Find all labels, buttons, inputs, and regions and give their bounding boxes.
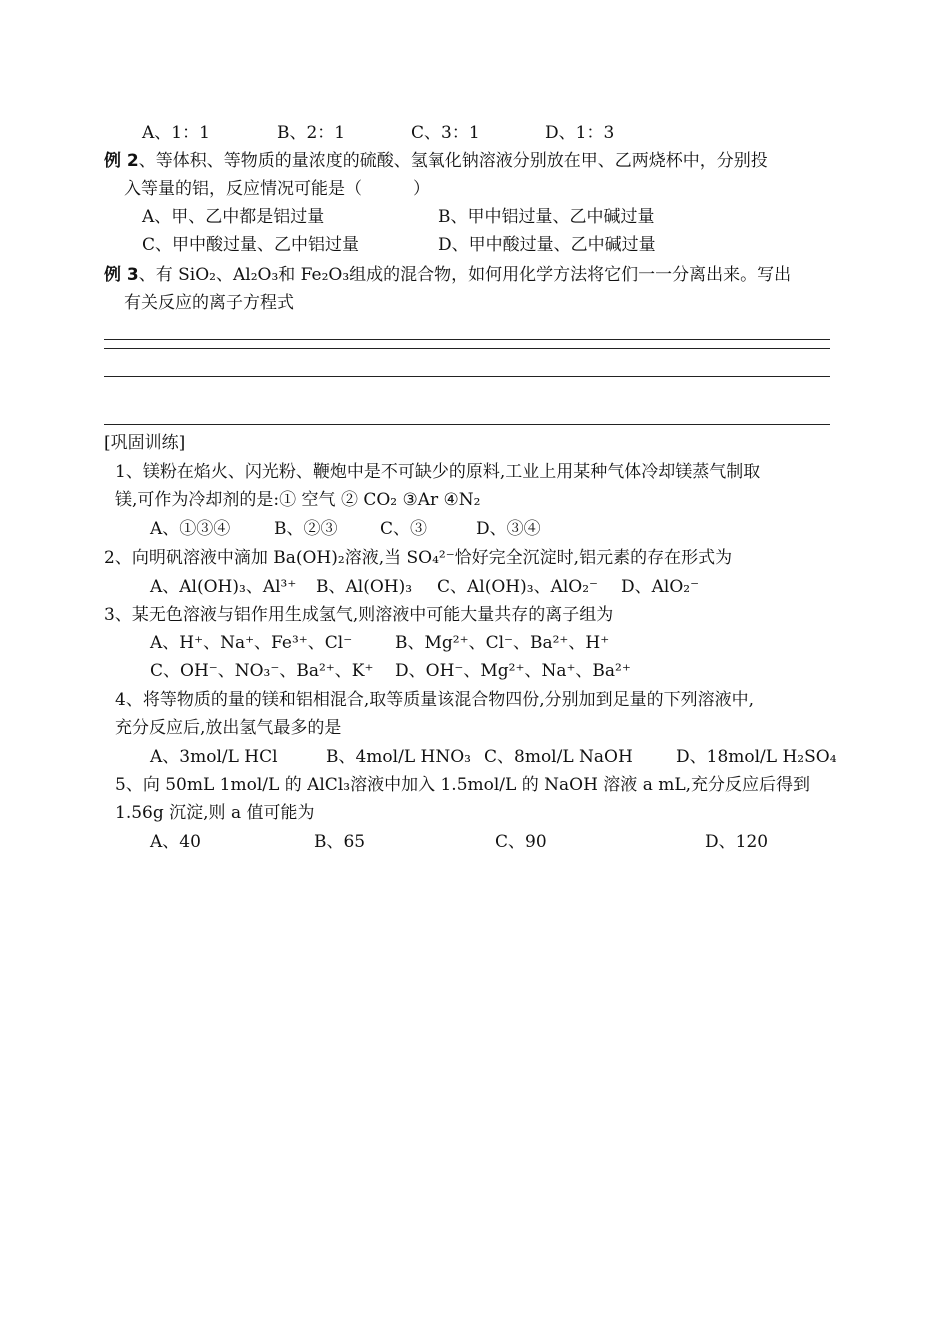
q1-option-a: A、①③④ xyxy=(150,519,231,539)
practice-title: [巩固训练] xyxy=(104,433,186,453)
q4-option-c: C、8mol/L NaOH xyxy=(484,747,633,767)
ex3-stem-line1 xyxy=(104,264,791,286)
q2-stem: 2、向明矾溶液中滴加 Ba(OH)₂溶液,当 SO₄²⁻恰好完全沉淀时,铝元素的存在形式为 xyxy=(104,548,733,568)
q1-option-c: C、③ xyxy=(380,519,428,539)
q1-line2: 镁,可作为冷却剂的是:① 空气 ② CO₂ ③Ar ④N₂ xyxy=(115,490,481,510)
q4-option-a: A、3mol/L HCl xyxy=(150,747,278,767)
q3-option-c: C、OH⁻、NO₃⁻、Ba²⁺、K⁺ xyxy=(150,661,374,681)
ex2-stem-text: 、等体积、等物质的量浓度的硫酸、氢氧化钠溶液分别放在甲、乙两烧杯中，分别投 xyxy=(138,151,768,171)
q3-option-a: A、H⁺、Na⁺、Fe³⁺、Cl⁻ xyxy=(150,633,353,653)
q5-option-b: B、65 xyxy=(314,832,366,852)
q1-option-d: D、③④ xyxy=(476,519,541,539)
ex2-stem-line1 xyxy=(104,150,768,172)
ex2-option-c: C、甲中酸过量、乙中铝过量 xyxy=(142,235,360,255)
q4-line2: 充分反应后,放出氢气最多的是 xyxy=(115,718,342,738)
ex1-option-c: C、3：1 xyxy=(411,123,480,143)
ex1-option-b: B、2：1 xyxy=(277,123,346,143)
answer-line-3 xyxy=(104,376,830,377)
q5-option-c: C、90 xyxy=(495,832,547,852)
q4-option-d: D、18mol/L H₂SO₄ xyxy=(676,747,837,767)
q5-line2: 1.56g 沉淀,则 a 值可能为 xyxy=(115,803,315,823)
ex2-label: 例 2 xyxy=(104,151,139,171)
ex3-label: 例 3 xyxy=(104,265,139,285)
q1-line1: 1、镁粉在焰火、闪光粉、鞭炮中是不可缺少的原料,工业上用某种气体冷却镁蒸气制取 xyxy=(115,462,761,482)
ex2-option-d: D、甲中酸过量、乙中碱过量 xyxy=(438,235,656,255)
q1-option-b: B、②③ xyxy=(274,519,338,539)
q5-option-a: A、40 xyxy=(150,832,201,852)
ex1-option-a: A、1：1 xyxy=(142,123,210,143)
q5-line1: 5、向 50mL 1mol/L 的 AlCl₃溶液中加入 1.5mol/L 的 NaOH 溶液 a mL,充分反应后得到 xyxy=(115,775,811,795)
q3-option-b: B、Mg²⁺、Cl⁻、Ba²⁺、H⁺ xyxy=(395,633,610,653)
q4-line1: 4、将等物质的量的镁和铝相混合,取等质量该混合物四份,分别加到足量的下列溶液中, xyxy=(115,690,755,710)
answer-line-4 xyxy=(104,424,830,425)
answer-line-2 xyxy=(104,348,830,349)
q2-option-c: C、Al(OH)₃、AlO₂⁻ xyxy=(437,577,599,597)
ex3-stem-text: 、有 SiO₂、Al₂O₃和 Fe₂O₃组成的混合物，如何用化学方法将它们一一分离出来。写出 xyxy=(138,265,792,285)
q5-option-d: D、120 xyxy=(705,832,769,852)
ex2-option-a: A、甲、乙中都是铝过量 xyxy=(142,207,325,227)
ex3-stem-line2: 有关反应的离子方程式 xyxy=(124,293,294,313)
ex1-option-d: D、1：3 xyxy=(545,123,615,143)
ex2-stem-line2: 入等量的铝，反应情况可能是（ ） xyxy=(124,179,430,199)
q2-option-b: B、Al(OH)₃ xyxy=(316,577,413,597)
ex2-option-b: B、甲中铝过量、乙中碱过量 xyxy=(438,207,655,227)
q4-option-b: B、4mol/L HNO₃ xyxy=(326,747,471,767)
q3-stem: 3、某无色溶液与铝作用生成氢气,则溶液中可能大量共存的离子组为 xyxy=(104,605,614,625)
q3-option-d: D、OH⁻、Mg²⁺、Na⁺、Ba²⁺ xyxy=(395,661,631,681)
q2-option-a: A、Al(OH)₃、Al³⁺ xyxy=(150,577,297,597)
q2-option-d: D、AlO₂⁻ xyxy=(621,577,700,597)
answer-line-1 xyxy=(104,339,830,340)
